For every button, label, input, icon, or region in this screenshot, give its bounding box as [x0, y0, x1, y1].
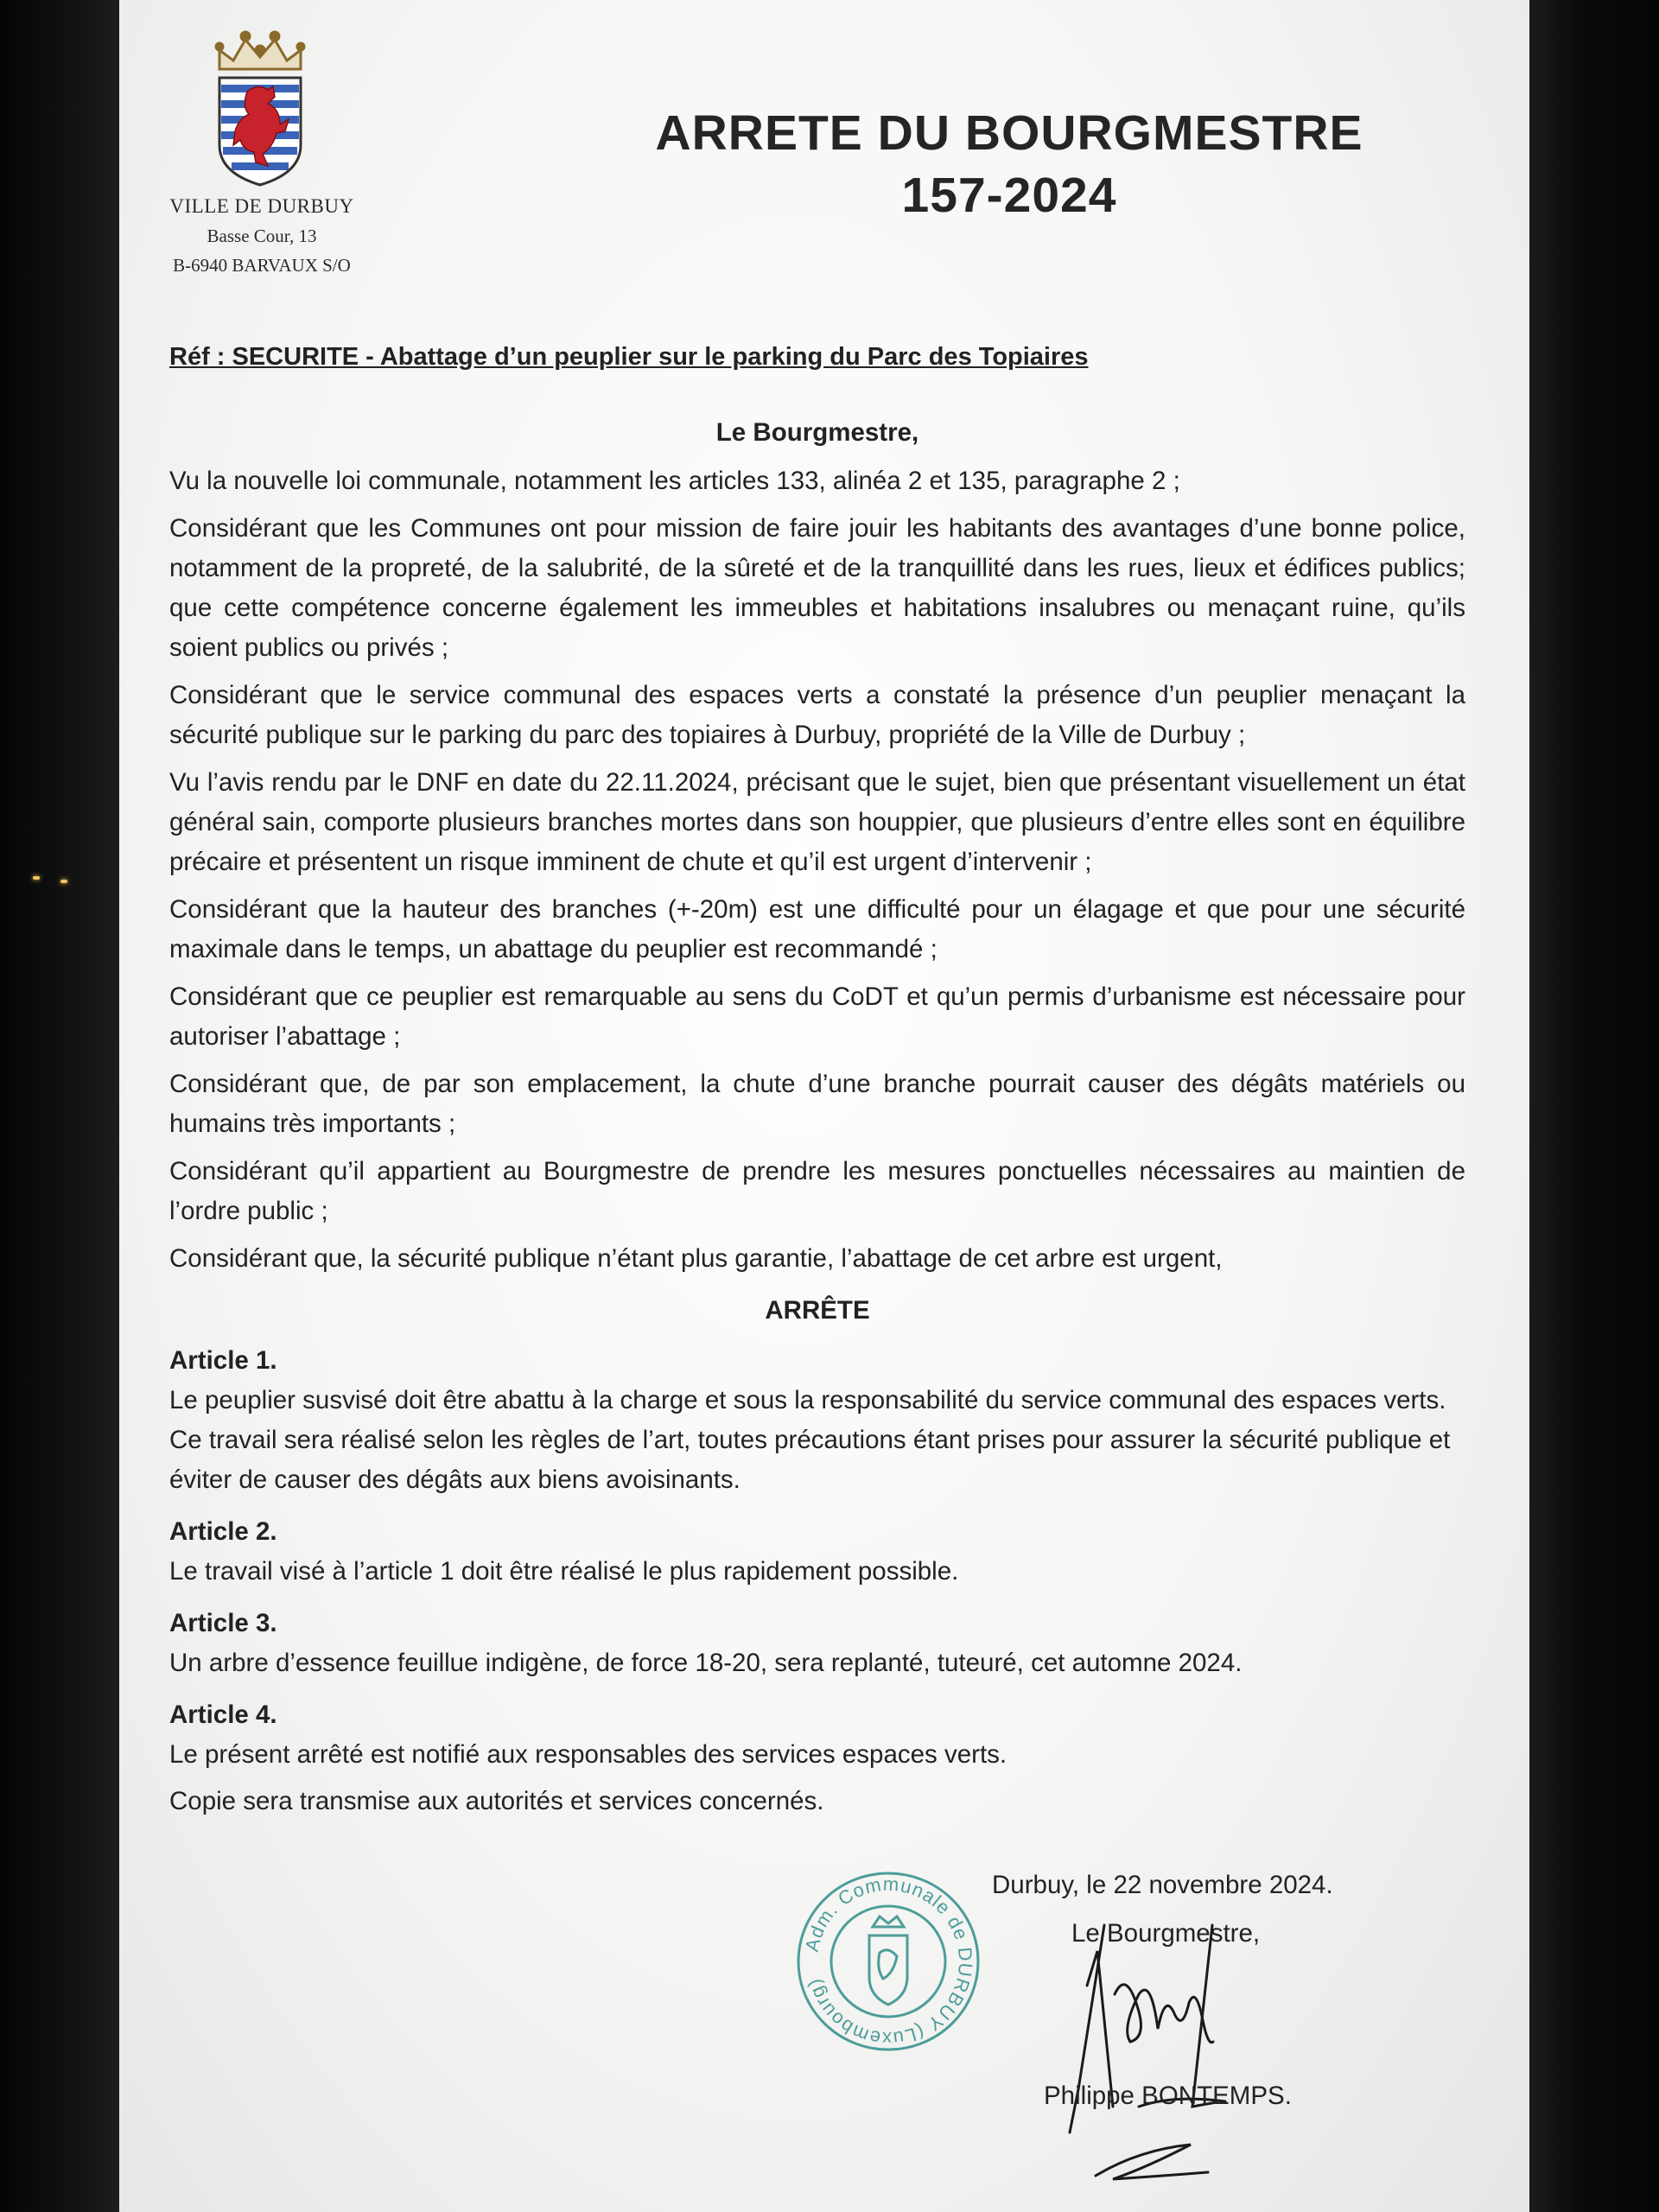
signatory-name: Philippe BONTEMPS. [1044, 2082, 1292, 2110]
consideration-paragraph: Considérant que le service communal des espaces verts a constaté la présence d’un peuplier menaçant la sécurité publique sur le parking du parc des topiaires à Durbuy, propriété de la Ville de Durbuy ; [169, 681, 1465, 749]
consideration-paragraph: Considérant que la hauteur des branches (+-20m) est une difficulté pour un élagage et que pour une sécurité maximale dans le temps, un abattage du peuplier est recommandé ; [169, 895, 1465, 963]
article-text: Le travail visé à l’article 1 doit être réalisé le plus rapidement possible. [169, 1557, 959, 1586]
article-text: Le présent arrêté est notifié aux responsables des services espaces verts. [169, 1740, 1007, 1769]
document-sheet [119, 0, 1529, 2212]
title-line-1: ARRETE DU BOURGMESTRE [655, 105, 1363, 161]
article-text: Copie sera transmise aux autorités et services concernés. [169, 1787, 824, 1815]
consideration-paragraph: Considérant que les Communes ont pour mission de faire jouir les habitants des avantages d’une bonne police, notamment de la propreté, de la salubrité, de la sûreté et de la tranquillité dans les rues, lieux et édifices publics; que cette compétence concerne également les immeubles et habitations insalubres ou menaçant ruine, qu’ils soient publics ou privés ; [169, 514, 1465, 662]
article-text: Le peuplier susvisé doit être abattu à la charge et sous la responsabilité du service communal des espaces verts. [169, 1386, 1446, 1414]
title-line-2: 157-2024 [901, 168, 1117, 223]
consideration-paragraph: Considérant que, de par son emplacement, la chute d’une branche pourrait causer des dégâts matériels ou humains très importants ; [169, 1070, 1465, 1138]
place-and-date: Durbuy, le 22 novembre 2024. [992, 1871, 1333, 1899]
article-text: Un arbre d’essence feuillue indigène, de force 18-20, sera replanté, tuteuré, cet automne 2024. [169, 1649, 1243, 1677]
official-stamp-icon [793, 1866, 983, 2056]
article-1 [169, 1341, 1465, 1500]
decision-heading: ARRÊTE [765, 1296, 870, 1325]
handwritten-signature-icon [1044, 1891, 1268, 2184]
coat-of-arms-icon [213, 24, 308, 188]
document-title [629, 102, 1389, 226]
consideration-paragraph: Vu l’avis rendu par le DNF en date du 22.11.2024, précisant que le sujet, bien que présentant visuellement un état général sain, comporte plusieurs branches mortes dans son houppier, que plusieurs d’entre elles sont en équilibre précaire et présentent un risque imminent de chute et qu’il est urgent d’intervenir ; [169, 768, 1465, 876]
stamp-text: Adm. Communale de DURBUY (Luxembourg) [800, 1872, 977, 2050]
postal-address: B-6940 BARVAUX S/O [173, 255, 351, 276]
svg-text:Adm. Communale de DURBUY (Luxe [801, 1873, 977, 2050]
article-4 [169, 1695, 1465, 1821]
signatory-role: Le Bourgmestre, [1071, 1919, 1261, 1948]
consideration-paragraph: Vu la nouvelle loi communale, notamment les articles 133, alinéa 2 et 135, paragraphe 2 ; [169, 467, 1180, 495]
article-title: Article 4. [169, 1700, 277, 1729]
city-name: VILLE DE DURBUY [169, 195, 354, 217]
article-title: Article 2. [169, 1517, 277, 1546]
street-address: Basse Cour, 13 [207, 226, 317, 246]
document-body [169, 337, 1465, 1834]
consideration-paragraph: Considérant que, la sécurité publique n’étant plus garantie, l’abattage de cet arbre est urgent, [169, 1244, 1223, 1273]
display-frame-left [0, 0, 119, 2212]
reflection-light [33, 876, 40, 880]
reference-line: Réf : SECURITE - Abattage d’un peuplier sur le parking du Parc des Topiaires [169, 343, 1089, 371]
article-text: Ce travail sera réalisé selon les règles de l’art, toutes précautions étant prises pour assurer la sécurité publique et éviter de causer des dégâts aux biens avoisinants. [169, 1426, 1451, 1494]
consideration-paragraph: Considérant que ce peuplier est remarquable au sens du CoDT et qu’un permis d’urbanisme est nécessaire pour autoriser l’abattage ; [169, 982, 1465, 1051]
article-title: Article 3. [169, 1609, 277, 1637]
article-title: Article 1. [169, 1346, 277, 1375]
article-3 [169, 1604, 1465, 1683]
opening-line: Le Bourgmestre, [715, 418, 919, 447]
consideration-paragraph: Considérant qu’il appartient au Bourgmestre de prendre les mesures ponctuelles nécessaires au maintien de l’ordre public ; [169, 1157, 1465, 1225]
display-frame-right [1529, 0, 1659, 2212]
municipality-address [158, 192, 365, 280]
reflection-light [60, 880, 67, 883]
article-2 [169, 1512, 1465, 1592]
